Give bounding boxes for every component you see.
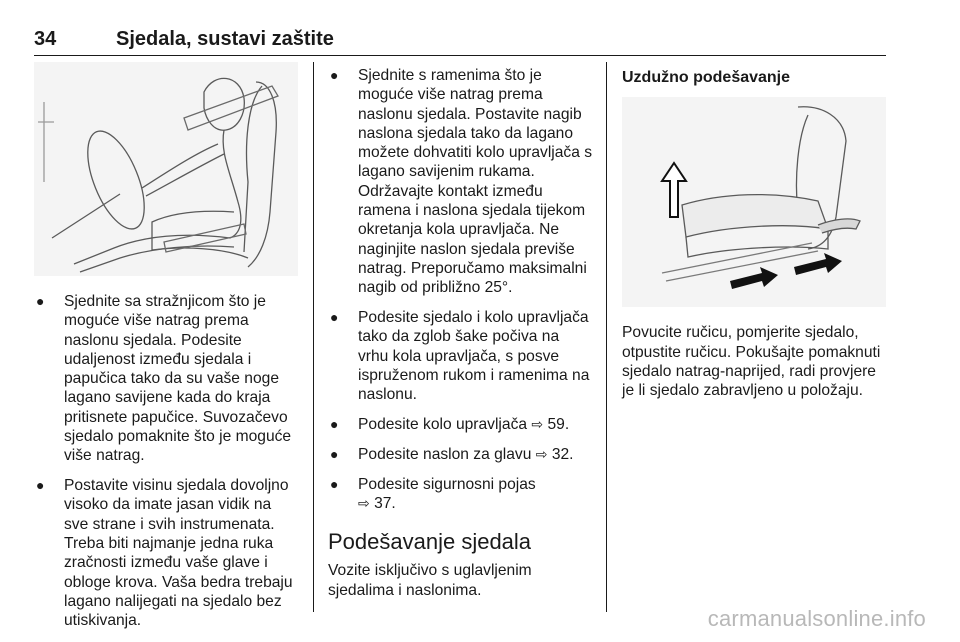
column-divider-2 xyxy=(606,62,607,612)
column-2 xyxy=(328,62,593,600)
bullet-glyph: ● xyxy=(330,67,339,83)
bullet-item xyxy=(34,476,299,630)
seat-adjustment-drawing xyxy=(622,97,886,307)
dashboard-lines xyxy=(38,102,54,182)
seat-adjustment-illustration xyxy=(622,97,886,307)
section-text: Vozite isključivo s uglavljenim sjedalima i naslonima. xyxy=(328,562,532,599)
page-reference-link[interactable]: 32. xyxy=(551,445,574,463)
page-header xyxy=(34,28,886,52)
steering-wheel xyxy=(76,124,156,237)
seat-backrest-outline xyxy=(248,82,276,267)
instruction-text: Povucite ručicu, pomjerite sjedalo, otpustite ručicu. Pokušajte pomaknuti sjedalo natrag-naprijed, radi provjere je li sjedalo zabravljeno u položaju. xyxy=(622,324,881,400)
page-reference-icon: ⇨ xyxy=(358,494,370,511)
bullet-item xyxy=(328,415,593,434)
column-divider-1 xyxy=(313,62,314,612)
arrow-backward-icon xyxy=(730,267,778,289)
bullet-text: Podesite kolo upravljača xyxy=(358,416,528,434)
arrow-forward-icon xyxy=(794,253,842,275)
bullet-item xyxy=(34,292,299,466)
seat-backrest-inner xyxy=(244,86,262,252)
bullet-text: Podesite naslon za glavu xyxy=(358,445,532,463)
bullet-text: Sjednite sa stražnjicom što je moguće više natrag prema naslonu sjedala. Podesite udaljenost između sjedala i papučica tako da su vaše noge lagano savijene kada do kraja pritisnete papučice. Suvozačevo sjedalo pomaknite što je moguće više natrag. xyxy=(64,293,292,465)
column-3 xyxy=(622,62,888,400)
driver-torso xyxy=(223,130,241,238)
page-reference-icon: ⇨ xyxy=(531,416,544,433)
driver-arm-upper xyxy=(142,144,218,188)
steering-column xyxy=(52,194,120,238)
page-title: Sjedala, sustavi zaštite xyxy=(116,28,334,50)
driver-seating-drawing xyxy=(34,62,298,276)
watermark: carmanualsonline.info xyxy=(707,606,926,631)
section-heading: Podešavanje sjedala xyxy=(328,529,532,555)
subheading: Uzdužno podešavanje xyxy=(622,69,791,86)
bullet-item xyxy=(328,475,593,514)
bullet-text: Postavite visinu sjedala dovoljno visoko da imate jasan vidik na sve strane i svih instrumenata. Treba biti najmanje jedna ruka zračnosti između vaše glave i obloge krova. Vaša bedra trebaju lagano nalijegati na sjedalo bez utiskivanja. xyxy=(64,477,293,630)
seating-bullets-col1 xyxy=(34,292,299,631)
bullet-item xyxy=(328,66,593,298)
driver-head xyxy=(204,78,244,130)
page-reference-icon: ⇨ xyxy=(535,445,548,462)
bullet-item xyxy=(328,445,593,464)
bullet-glyph: ● xyxy=(330,475,339,492)
seating-bullets-col2 xyxy=(328,66,593,513)
bullet-text: Podesite sigurnosni pojas xyxy=(358,475,536,493)
driver-seating-illustration xyxy=(34,62,298,276)
bullet-glyph: ● xyxy=(330,309,339,326)
driver-arm-lower xyxy=(146,154,224,196)
seat-cushion xyxy=(682,195,828,237)
header-rule xyxy=(34,55,886,56)
bullet-text: Sjednite s ramenima što je moguće više natrag prema naslonu sjedala. Postavite nagib naslona sjedala tako da lagano možete dohvatiti kolo upravljača s lagano savijenim rukama. Održavajte kontakt između ramena i naslona sjedala tijekom okretanja kola upravljača. Ne naginjite naslon sjedala previše natrag. Preporučamo maksimalni nagib od približno 25°. xyxy=(358,67,593,297)
bullet-item xyxy=(328,308,593,404)
column-1 xyxy=(34,62,299,641)
bullet-glyph: ● xyxy=(36,477,45,494)
page-reference-link[interactable]: 37. xyxy=(374,494,396,512)
page-reference-link[interactable]: 59. xyxy=(547,416,570,434)
bullet-text: Podesite sjedalo i kolo upravljača tako da zglob šake počiva na vrhu kola upravljača, s posve ispruženom rukom i ramenima na naslonu. xyxy=(358,309,590,404)
bullet-glyph: ● xyxy=(330,445,339,462)
bullet-glyph: ● xyxy=(330,416,339,433)
page-number: 34 xyxy=(34,28,57,50)
bullet-glyph: ● xyxy=(36,293,45,309)
seat-belt-shoulder xyxy=(184,86,278,130)
